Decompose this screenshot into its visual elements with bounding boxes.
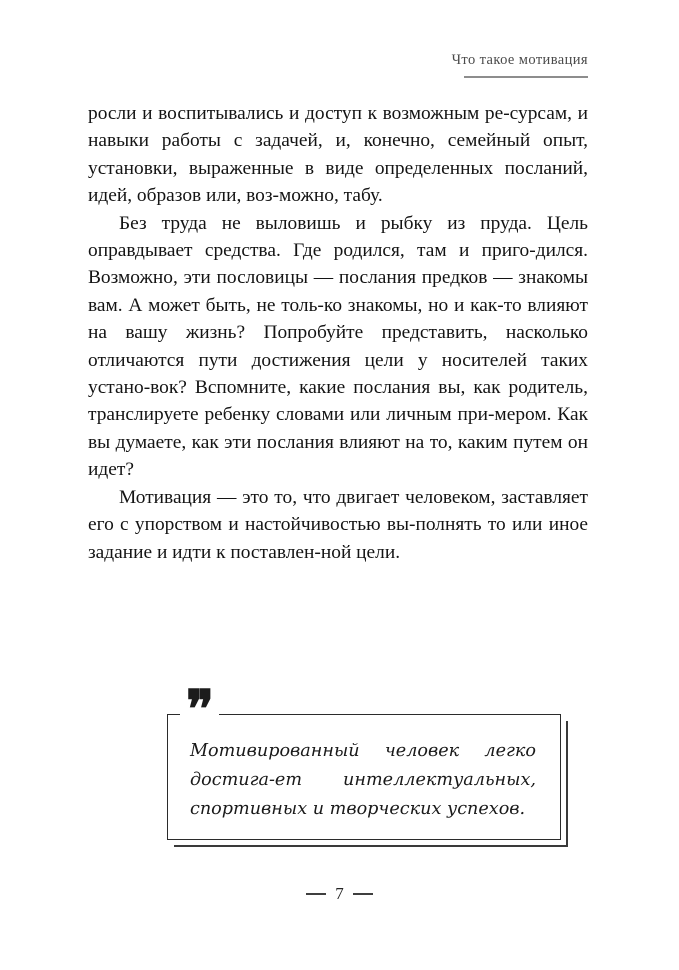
paragraph: Мотивация — это то, что двигает человеком, заставляет его с упорством и настойчивостью вы-полнять то или иное задание и идти к поставлен-ной цели. [88, 486, 588, 563]
quotation-mark-icon: ❞ [186, 679, 213, 740]
running-header [452, 52, 588, 78]
running-header-title: Что такое мотивация [451, 52, 588, 68]
quote-mark-container [180, 679, 219, 740]
paragraph: Без труда не выловишь и рыбку из пруда. Цель оправдывает средства. Где родился, там и приго-дился. Возможно, эти пословицы — послания предков — знакомы вам. А может быть, не толь-ко знакомы, но и как-то влияют на вашу жизнь? Попробуйте представить, насколько отличаются пути достижения цели у носителей таких устано-вок? Вспомните, какие послания вы, как родитель, транслируете ребенку словами или личным при-мером. Как вы думаете, как эти послания влияют на то, каким путем он идет? [88, 212, 588, 481]
paragraph: росли и воспитывались и доступ к возможным ре-сурсам, и навыки работы с задачей, и, конечно, семейный опыт, установки, выраженные в виде определенных посланий, идей, образов или, воз-можно, табу. [88, 103, 588, 207]
folio-dash-right [353, 893, 373, 895]
pull-quote-text: Мотивированный человек легко достига-ет интеллектуальных, спортивных и творческих успехов. [190, 741, 536, 819]
pull-quote-box [167, 679, 561, 840]
page-number: 7 [335, 884, 344, 903]
running-header-rule [464, 76, 588, 78]
pull-quote-frame [167, 679, 561, 840]
body-text-block [88, 100, 588, 566]
page-folio [0, 884, 679, 904]
folio-dash-left [306, 893, 326, 895]
